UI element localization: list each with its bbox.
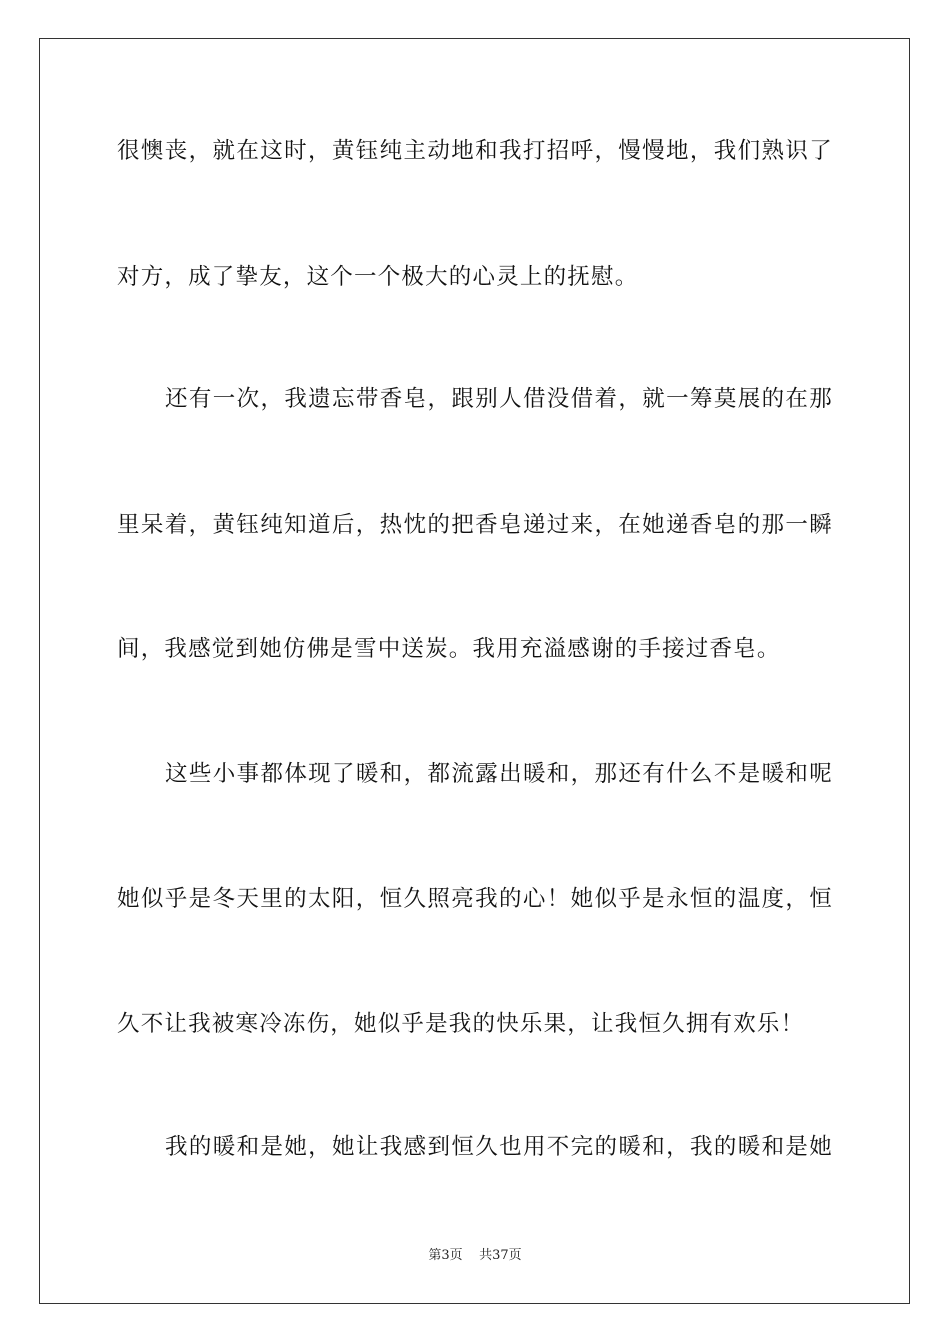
paragraph-line: 还有一次，我遗忘带香皂，跟别人借没借着，就一筹莫展的在那 [165, 386, 833, 412]
paragraph-line: 久不让我被寒冷冻伤，她似乎是我的快乐果，让我恒久拥有欢乐！ [117, 1011, 805, 1037]
page-number: 第3页 [428, 1248, 463, 1263]
page-total: 共37页 [479, 1248, 522, 1263]
paragraph-line: 我的暖和是她，她让我感到恒久也用不完的暖和，我的暖和是她 [165, 1134, 833, 1160]
paragraph-line: 很懊丧，就在这时，黄钰纯主动地和我打招呼，慢慢地，我们熟识了 [117, 138, 833, 164]
paragraph-line: 对方，成了挚友，这个一个极大的心灵上的抚慰。 [117, 264, 639, 290]
paragraph-line: 里呆着，黄钰纯知道后，热忱的把香皂递过来，在她递香皂的那一瞬 [117, 512, 833, 538]
page-border [39, 38, 910, 1304]
paragraph-line: 她似乎是冬天里的太阳，恒久照亮我的心！她似乎是永恒的温度，恒 [117, 886, 833, 912]
paragraph-line: 间，我感觉到她仿佛是雪中送炭。我用充溢感谢的手接过香皂。 [117, 636, 781, 662]
page-footer [0, 1248, 950, 1264]
paragraph-line: 这些小事都体现了暖和，都流露出暖和，那还有什么不是暖和呢 [165, 761, 833, 787]
